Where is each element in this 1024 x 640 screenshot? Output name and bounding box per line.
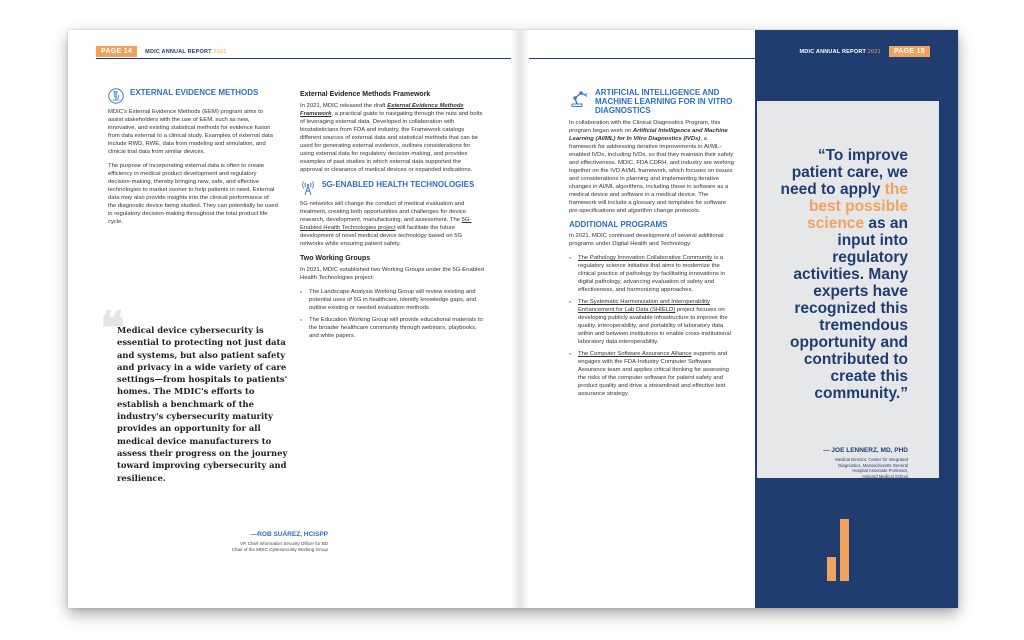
quote-mark-icon: ❝ bbox=[100, 301, 125, 355]
section-title: 5G-ENABLED HEALTH TECHNOLOGIES bbox=[322, 180, 475, 189]
program-link[interactable]: The Computer Software Assurance Alliance bbox=[578, 351, 692, 357]
pull-quote-author: —ROB SUÁREZ, HCISPP bbox=[250, 531, 328, 538]
page-gutter bbox=[511, 30, 529, 608]
program-list bbox=[569, 254, 735, 398]
report-spread bbox=[68, 30, 958, 608]
report-title: MDIC ANNUAL REPORT 2021 bbox=[145, 48, 227, 55]
header-rule bbox=[529, 58, 759, 59]
column-1 bbox=[108, 88, 278, 232]
bar-graphic-icon bbox=[827, 519, 867, 581]
list-item: ■ The Pathology Innovation Collaborative Community is a regulatory science initiative that aims to modernize the clinical practice of pathology by facilitating innovations in digital pathology, advancing evaluation of safety and effectiveness, and harmonizing approaches. bbox=[569, 254, 735, 294]
framework-link[interactable]: External Evidence Methods Framework bbox=[300, 103, 464, 117]
working-group-list bbox=[300, 288, 484, 340]
paragraph: In 2021, MDIC released the draft External Evidence Methods Framework, a practical guide to navigating through the nuts and bolts of leveraging external data. Developed in collaboration with biostatisticians from FDA and industry, the Framework catalogs different sources of external data and statistical methods that can be used for generating external evidence, outlines considerations for using external data for regulatory decision-making, and provides examples of past studies in which external data supported the approval or clearance of medical devices or expanded indications. bbox=[300, 103, 483, 173]
section-heading bbox=[108, 88, 278, 104]
report-title: MDIC ANNUAL REPORT 2021 bbox=[799, 48, 881, 55]
paragraph: The purpose of incorporating external data is often to create efficiency in medical product development and regulatory decision-making, thereby bringing new, safe, and effective technologies to market sooner to help patients in need. External data may also provide insights into the clinical performance of the diagnostic device being studied. They can potentially be used in regulatory decision-making throughout the total product life cycle. bbox=[108, 163, 278, 225]
pull-quote-author-role: VP, Chief Information Security Officer for BD Chair of the MDIC Cybersecurity Working Group bbox=[231, 541, 328, 552]
list-item: ■ The Education Working Group will provide educational materials to the broader healthcare community through webinars, playbooks, and white papers. bbox=[300, 316, 484, 340]
robot-arm-icon bbox=[569, 88, 589, 108]
page-number-tab: PAGE 14 bbox=[96, 46, 137, 57]
right-page-header bbox=[800, 46, 930, 57]
featured-quote: “To improve patient care, we need to apply the best possible science as an input into regulatory activities. Many experts have recognized this tremendous opportunity and contributed to create this community.” bbox=[780, 147, 908, 402]
header-rule bbox=[96, 58, 511, 59]
column-3 bbox=[569, 88, 735, 402]
section-heading bbox=[569, 88, 735, 115]
page-number-tab: PAGE 15 bbox=[889, 46, 930, 57]
quote-author: — JOE LENNERZ, MD, PHD bbox=[823, 447, 908, 454]
subsection-title: Two Working Groups bbox=[300, 255, 371, 262]
section-title: ARTIFICIAL INTELLIGENCE AND MACHINE LEARNING FOR IN VITRO DIAGNOSTICS bbox=[595, 88, 733, 115]
quote-author-role: Medical Director, Center for Integrated Diagnostics, Massachusetts General Hospital Associate Professor, Harvard Medical School bbox=[835, 457, 908, 479]
paragraph: In 2021, MDIC established two Working Groups under the 5G-Enabled Health Technologies project: bbox=[300, 267, 484, 281]
section-title: EXTERNAL EVIDENCE METHODS bbox=[130, 88, 259, 97]
pull-quote: Medical device cybersecurity is essential to protecting not just data and systems, but also patient safety and privacy in a wide variety of care settings—from hospitals to patients' homes. The MDIC's efforts to establish a benchmark of the industry's cybersecurity maturity provides an opportunity for all medical device manufacturers to assess their progress on the journey toward improving cybersecurity and resilience. bbox=[117, 325, 288, 483]
antenna-icon bbox=[300, 180, 316, 196]
list-item: ■ The Computer Software Assurance Alliance supports and engages with the FDA-Industry Computer Software Assurance team and applies critical thinking for assessing the risks of the computer software for patient safety and product quality and drive a streamlined and effective test assurance strategy. bbox=[569, 350, 735, 398]
paragraph: 5G networks will change the conduct of medical evaluation and treatment, creating both opportunities and challenges for device research, development, manufacturing, and assessment. The 5G-Enabled Health Technologies project will facilitate the future development of novel medical device technology based on 5G networks while ensuring patient safety. bbox=[300, 201, 472, 247]
5g-project-link[interactable]: 5G-Enabled Health Technologies project bbox=[300, 217, 472, 231]
paragraph: In collaboration with the Clinical Diagnostics Program, this program began work on Artificial Intelligence and Machine Learning (AI/ML) for In Vitro Diagnostics (IVDs), a framework for addressing iterative improvements in AI/ML-enabled IVDs, including IVDs, so that they maintain their safety and effectiveness. MDIC, FDA CDRH, and industry are working together on the IVD AI/ML framework, which focuses on issues and considerations in planning and implementing iterative changes in AI/ML algorithms, including those in software as a medical device and software in a medical device. The framework will include a glossary and templates for software pre-specifications and algorithm change protocols. bbox=[569, 120, 734, 214]
program-link[interactable]: The Pathology Innovation Collaborative Community bbox=[578, 255, 713, 261]
list-item: ■ The Landscape Analysis Working Group will review existing and potential uses of 5G in healthcare, identify knowledge gaps, and outline existing or needed evaluation methods. bbox=[300, 288, 484, 312]
microscope-icon bbox=[108, 88, 124, 104]
paragraph: In 2021, MDIC continued development of several additional programs under Digital Health and Technology: bbox=[569, 233, 724, 247]
section-title: ADDITIONAL PROGRAMS bbox=[569, 220, 668, 229]
list-item: ■ The Systematic Harmonization and Interoperability Enhancement for Lab Data (SHIELD) project focuses on developing publicly available infrastructure to improve the quality, interoperability, and portability of laboratory data within and between institutions to enable cross-institutional laboratory data interoperability. bbox=[569, 298, 735, 346]
program-link[interactable]: The Systematic Harmonization and Interoperability Enhancement for Lab Data (SHIELD) bbox=[578, 299, 710, 313]
left-page-header bbox=[96, 46, 226, 57]
column-2 bbox=[300, 90, 484, 344]
subsection-title: External Evidence Methods Framework bbox=[300, 91, 431, 98]
paragraph: MDIC's External Evidence Methods (EEM) program aims to assist stakeholders with the use of EEM, such as new, innovative, and existing statistical methods for evidence fusion from data external to a clinical study. Examples of external data include RWD, RWE, data from modeling and simulation, and clinical trial data from similar devices. bbox=[108, 109, 273, 155]
section-heading bbox=[300, 180, 484, 196]
